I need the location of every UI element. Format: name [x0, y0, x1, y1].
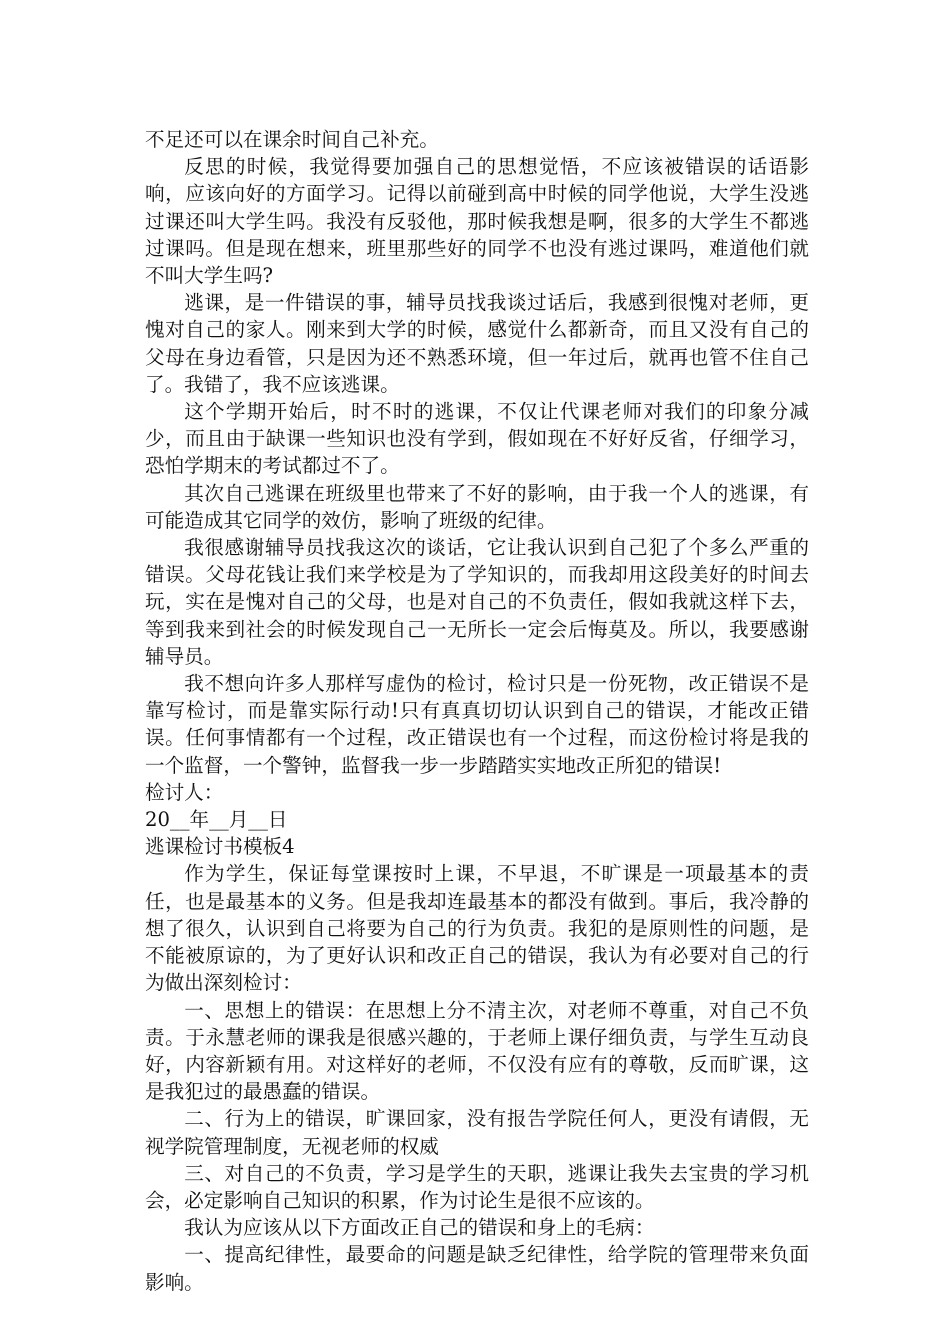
paragraph-11: 三、对自己的不负责，学习是学生的天职，逃课让我失去宝贵的学习机会，必定影响自己知识的积累，作为讨论生是很不应该的。: [145, 1161, 809, 1212]
paragraph-13: 一、提高纪律性，最要命的问题是缺乏纪律性，给学院的管理带来负面影响。: [145, 1243, 809, 1294]
paragraph-9: 一、思想上的错误：在思想上分不清主次，对老师不尊重，对自己不负责。于永慧老师的课我是很感兴趣的，于老师上课仔细负责，与学生互动良好，内容新颖有用。对这样好的老师，不仅没有应有的尊敬，反而旷课，这是我犯过的最愚蠢的错误。: [145, 998, 809, 1104]
section-title: 逃课检讨书模板4: [145, 835, 295, 859]
paragraph-5: 其次自己逃课在班级里也带来了不好的影响，由于我一个人的逃课，有可能造成其它同学的效仿，影响了班级的纪律。: [145, 481, 809, 532]
paragraph-4: 这个学期开始后，时不时的逃课，不仅让代课老师对我们的印象分减少，而且由于缺课一些知识也没有学到，假如现在不好好反省，仔细学习，恐怕学期末的考试都过不了。: [145, 400, 809, 478]
date-line: 20__年__月__日: [145, 808, 288, 832]
paragraph-12: 我认为应该从以下方面改正自己的错误和身上的毛病：: [184, 1216, 655, 1240]
paragraph-10: 二、行为上的错误，旷课回家，没有报告学院任何人，更没有请假，无视学院管理制度，无视老师的权威: [145, 1107, 809, 1158]
paragraph-3: 逃课，是一件错误的事，辅导员找我谈过话后，我感到很愧对老师，更愧对自己的家人。刚来到大学的时候，感觉什么都新奇，而且又没有自己的父母在身边看管，只是因为还不熟悉环境，但一年过后，就再也管不住自己了。我错了，我不应该逃课。: [145, 291, 809, 396]
document-body: [145, 126, 809, 1296]
paragraph-6: 我很感谢辅导员找我这次的谈话，它让我认识到自己犯了个多么严重的错误。父母花钱让我们来学校是为了学知识的，而我却用这段美好的时间去玩，实在是愧对自己的父母，也是对自己的不负责任，假如我就这样下去，等到我来到社会的时候发现自己一无所长一定会后悔莫及。所以，我要感谢辅导员。: [145, 536, 809, 668]
paragraph-7: 我不想向许多人那样写虚伪的检讨，检讨只是一份死物，改正错误不是靠写检讨，而是靠实际行动!只有真真切切认识到自己的错误，才能改正错误。任何事情都有一个过程，改正错误也有一个过程，而这份检讨将是我的一个监督，一个警钟，监督我一步一步踏踏实实地改正所犯的错误!: [145, 672, 809, 777]
paragraph-2: 反思的时候，我觉得要加强自己的思想觉悟，不应该被错误的话语影响，应该向好的方面学习。记得以前碰到高中时候的同学他说，大学生没逃过课还叫大学生吗。我没有反驳他，那时候我想是啊，很多的大学生不都逃过课吗。但是现在想来，班里那些好的同学不也没有逃过课吗，难道他们就不叫大学生吗?: [145, 155, 809, 288]
paragraph-1: 不足还可以在课余时间自己补充。: [145, 128, 439, 151]
paragraph-8: 作为学生，保证每堂课按时上课，不早退，不旷课是一项最基本的责任，也是最基本的义务。但是我却连最基本的都没有做到。事后，我冷静的想了很久，认识到自己将要为自己的行为负责。我犯的是原则性的问题，是不能被原谅的，为了更好认识和改正自己的错误，我认为有必要对自己的行为做出深刻检讨：: [145, 862, 809, 995]
signature-label: 检讨人：: [145, 780, 224, 804]
